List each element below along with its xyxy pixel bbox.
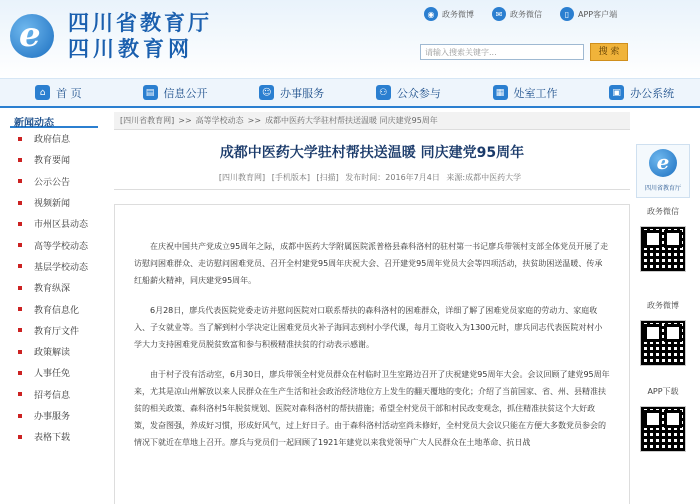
- breadcrumb-home[interactable]: [四川省教育网]: [120, 116, 175, 125]
- sidebar-list: [10, 128, 98, 447]
- sidebar-item-label: 市州区县动态: [34, 220, 89, 231]
- weibo-icon: ◉: [424, 7, 438, 21]
- sidebar-item[interactable]: [10, 405, 98, 426]
- sidebar-item[interactable]: [10, 171, 98, 192]
- main-nav: [0, 78, 700, 108]
- sidebar-item-label: 视频新闻: [34, 199, 71, 210]
- breadcrumb-sep: >>: [178, 116, 192, 125]
- sidebar-item[interactable]: [10, 128, 98, 149]
- sidebar-item-label: 基层学校动态: [34, 262, 89, 273]
- bullet-icon: [18, 392, 22, 396]
- sidebar-title: 新闻动态: [10, 112, 98, 128]
- sidebar-item[interactable]: [10, 213, 98, 234]
- sidebar-item-label: 政策解读: [34, 348, 71, 359]
- meta-source: 来源:成都中医药大学: [446, 173, 522, 182]
- weibo-label: 政务微博: [647, 301, 679, 310]
- bullet-icon: [18, 243, 22, 247]
- bullet-icon: [18, 286, 22, 290]
- sidebar-item-label: 公示公告: [34, 177, 71, 188]
- meta-scan[interactable]: [扫描]: [316, 173, 339, 182]
- nav-departments[interactable]: ▦ 处室工作: [467, 79, 584, 106]
- site-header: [0, 0, 700, 78]
- left-sidebar: [10, 112, 98, 447]
- sidebar-item[interactable]: [10, 149, 98, 170]
- meta-date: 发布时间：2016年7月4日: [345, 173, 440, 182]
- bullet-icon: [18, 307, 22, 311]
- wechat-label: 政务微信: [647, 207, 679, 216]
- sidebar-item-label: 招考信息: [34, 390, 71, 401]
- sidebar-item[interactable]: [10, 298, 98, 319]
- sidebar-item[interactable]: [10, 426, 98, 447]
- document-icon: ▤: [143, 85, 158, 100]
- app-link[interactable]: ▯ APP客户端: [560, 7, 617, 21]
- user-icon: ☺: [259, 85, 274, 100]
- breadcrumb-category[interactable]: 高等学校动态: [195, 116, 244, 125]
- phone-icon: ▯: [560, 7, 574, 21]
- meta-mobile-version[interactable]: [手机版本]: [271, 173, 310, 182]
- app-qr-code: [640, 406, 686, 452]
- sidebar-item[interactable]: [10, 341, 98, 362]
- search-button[interactable]: 搜 索: [590, 43, 628, 61]
- site-name-primary: 四川省教育厅: [68, 10, 212, 35]
- sidebar-item-label: 表格下载: [34, 433, 71, 444]
- sidebar-item[interactable]: [10, 256, 98, 277]
- bullet-icon: [18, 264, 22, 268]
- sidebar-item[interactable]: [10, 384, 98, 405]
- wechat-icon: ✉: [492, 7, 506, 21]
- sidebar-item-label: 政府信息: [34, 135, 71, 146]
- site-logo[interactable]: e: [10, 14, 54, 58]
- bullet-icon: [18, 179, 22, 183]
- breadcrumb-sep: >>: [247, 116, 262, 125]
- meta-source-site[interactable]: [四川教育网]: [218, 173, 266, 182]
- bullet-icon: [18, 414, 22, 418]
- bullet-icon: [18, 350, 22, 354]
- article-title: 成都中医药大学驻村帮扶送温暖 同庆建党95周年: [219, 145, 525, 161]
- sidebar-item-label: 高等学校动态: [34, 241, 89, 252]
- badge-logo-icon: e: [649, 149, 677, 177]
- sidebar-item-label: 教育纵深: [34, 284, 71, 295]
- article-meta: [114, 172, 630, 190]
- sidebar-item[interactable]: [10, 277, 98, 298]
- bullet-icon: [18, 201, 22, 205]
- nav-participation[interactable]: ⚇ 公众参与: [350, 79, 467, 106]
- site-name-secondary: 四川教育网: [68, 36, 193, 61]
- nav-info[interactable]: ▤ 信息公开: [117, 79, 234, 106]
- nav-home[interactable]: ⌂ 首 页: [0, 79, 117, 106]
- sidebar-item-label: 人事任免: [34, 369, 71, 380]
- top-links: [424, 7, 617, 21]
- article-paragraph: 由于村子没有活动室，6月30日，廖兵带领全村党员群众在村临时卫生室路边召开了庆祝建党95周年大会。会议回顾了建党95周年来，尤其是凉山州解放以来人民群众在生产生活和社会政治经济地位方上发生的翻天覆地的变化；介绍了当前国家、省、州、县精准扶贫的相关政策、森科洛村5年脱贫规划、医院对森科洛村的帮扶措施；希望全村党员干部和村民改变观念，抓住精准扶贫这个大好政策，发奋图强，养成好习惯，形成好风气，过上好日子。由于森科洛村活动室尚未修好，全村党员大会议只能在方便大多数党员参会的情况下就近在草地上召开。廖兵与党员们一起回顾了1921年建党以来我党领导广大人民群众在土地革命、抗日战: [134, 370, 610, 447]
- office-icon: ▣: [609, 85, 624, 100]
- weibo-link[interactable]: ◉ 政务微博: [424, 7, 474, 21]
- sidebar-item[interactable]: [10, 192, 98, 213]
- breadcrumb: [114, 112, 630, 130]
- bullet-icon: [18, 371, 22, 375]
- sidebar-item[interactable]: [10, 320, 98, 341]
- app-download-label: APP下载: [647, 387, 679, 396]
- sidebar-item-label: 教育信息化: [34, 305, 80, 316]
- weibo-qr-code: [640, 320, 686, 366]
- bullet-icon: [18, 137, 22, 141]
- sidebar-item[interactable]: [10, 234, 98, 255]
- search-input[interactable]: 请输入搜索关键字...: [420, 44, 584, 60]
- site-title[interactable]: [68, 10, 212, 62]
- breadcrumb-current: 成都中医药大学驻村帮扶送温暖 同庆建党95周年: [265, 116, 438, 125]
- education-dept-badge[interactable]: [636, 144, 690, 198]
- sidebar-item[interactable]: [10, 362, 98, 383]
- home-icon: ⌂: [35, 85, 50, 100]
- article-paragraph: 在庆祝中国共产党成立95周年之际，成都中医药大学附属医院派普格县森科洛村的驻村第一书记廖兵带领村支部全体党员开展了走访慰问困难群众、走访慰问困难党员、召开全村建党95周年庆祝大会、召开建党95周年党员大会等四项活动，扶贫助困送温暖、传承红船薪火精神，同庆建党95周年。: [134, 242, 609, 285]
- bullet-icon: [18, 158, 22, 162]
- nav-services[interactable]: ☺ 办事服务: [233, 79, 350, 106]
- wechat-qr-code: [640, 226, 686, 272]
- article-paragraph: 6月28日，廖兵代表医院党委走访并慰问医院对口联系帮扶的森科洛村的困难群众，详细了解了困难党员家庭的劳动力、家庭收入、子女就业等。当了解到村小学决定让困难党员火补子海同志到村小学代课，每月工资收入为1300元时，廖兵同志代表医院对村小学大力支持困难党员脱贫致富和参与积极精准扶贫的行动表示感谢。: [134, 306, 603, 349]
- bullet-icon: [18, 435, 22, 439]
- bullet-icon: [18, 328, 22, 332]
- wechat-link[interactable]: ✉ 政务微信: [492, 7, 542, 21]
- people-icon: ⚇: [376, 85, 391, 100]
- badge-text: 四川省教育厅: [644, 185, 681, 192]
- building-icon: ▦: [493, 85, 508, 100]
- sidebar-item-label: 教育要闻: [34, 156, 71, 167]
- bullet-icon: [18, 222, 22, 226]
- nav-office[interactable]: ▣ 办公系统: [583, 79, 700, 106]
- sidebar-item-label: 教育厅文件: [34, 326, 80, 337]
- article-body: [134, 238, 610, 504]
- sidebar-item-label: 办事服务: [34, 412, 71, 422]
